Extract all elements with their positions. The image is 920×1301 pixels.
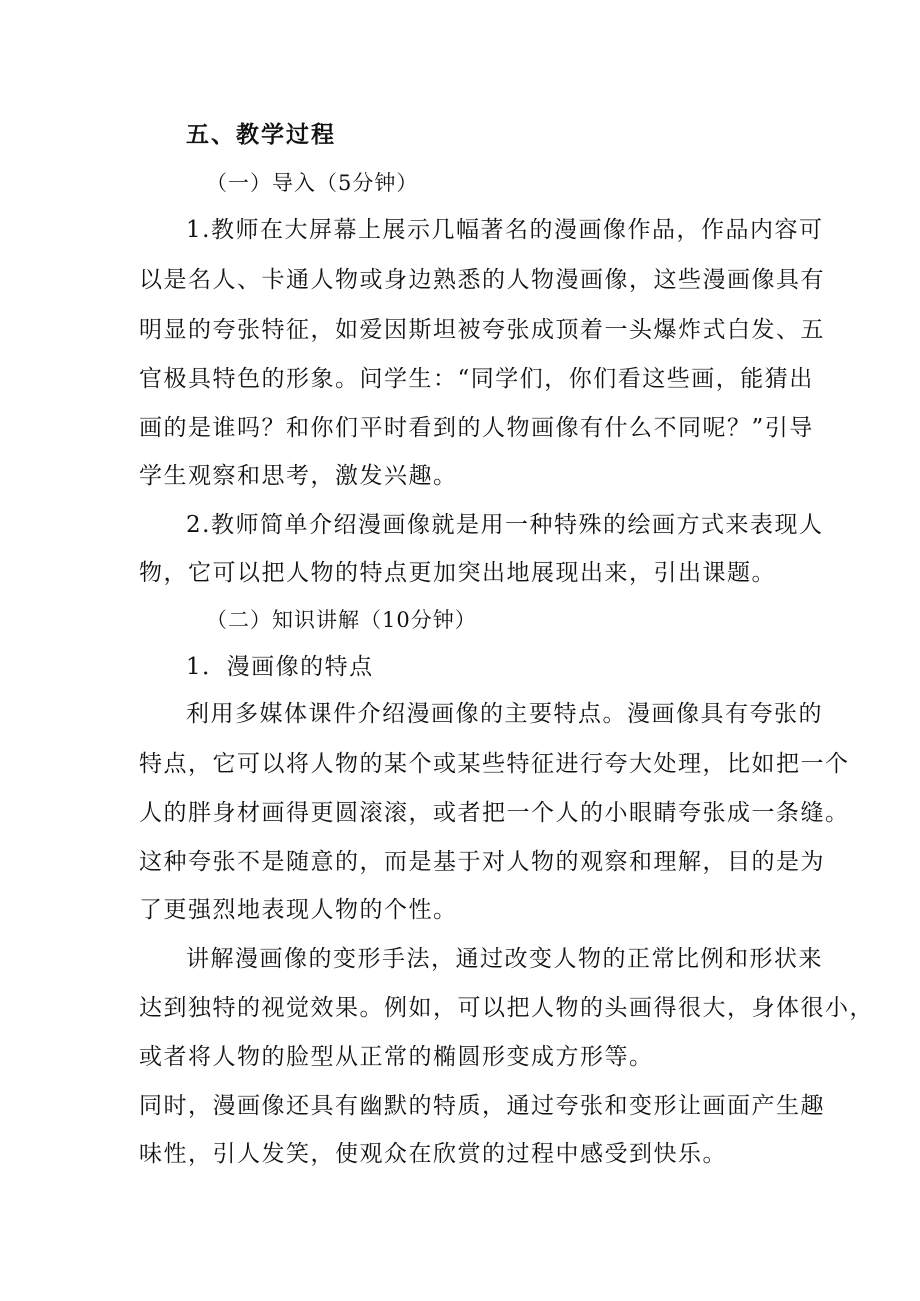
part2-sub1: 1．漫画像的特点 — [186, 654, 374, 680]
part1-p1-line6: 学生观察和思考，激发兴趣。 — [139, 463, 458, 489]
part1-p1-line3: 明显的夸张特征，如爱因斯坦被夸张成顶着一头爆炸式白发、五 — [139, 317, 825, 343]
part2-p1-line5: 了更强烈地表现人物的个性。 — [139, 897, 458, 923]
part2-p1-line3: 人的胖身材画得更圆滚滚，或者把一个人的小眼睛夸张成一条缝。 — [139, 800, 850, 826]
part2-p1-line2: 特点，它可以将人物的某个或某些特征进行夸大处理，比如把一个 — [139, 751, 850, 777]
part2-p1-line4: 这种夸张不是随意的，而是基于对人物的观察和理解，目的是为 — [139, 849, 825, 875]
part1-p1-line4: 官极具特色的形象。问学生：“同学们，你们看这些画，能猜出 — [139, 366, 814, 392]
part2-heading: （二）知识讲解（10分钟） — [206, 608, 477, 632]
part2-p2-line1: 讲解漫画像的变形手法，通过改变人物的正常比例和形状来 — [186, 946, 823, 972]
part2-p3-line1: 同时，漫画像还具有幽默的特质，通过夸张和变形让画面产生趣 — [139, 1093, 825, 1119]
part2-p3-line2: 味性，引人发笑，使观众在欣赏的过程中感受到快乐。 — [139, 1141, 727, 1167]
part1-p2-line2: 物，它可以把人物的特点更加突出地展现出来，引出课题。 — [139, 560, 776, 586]
part1-p2-line1: 2.教师简单介绍漫画像就是用一种特殊的绘画方式来表现人 — [186, 512, 824, 538]
part1-p1-line1: 1.教师在大屏幕上展示几幅著名的漫画像作品，作品内容可 — [186, 217, 824, 243]
part1-p1-line5: 画的是谁吗？和你们平时看到的人物画像有什么不同呢？”引导 — [139, 415, 814, 441]
part2-p1-line1: 利用多媒体课件介绍漫画像的主要特点。漫画像具有夸张的 — [186, 701, 823, 727]
part1-heading: （一）导入（5分钟） — [206, 171, 419, 195]
part2-p2-line2: 达到独特的视觉效果。例如，可以把人物的头画得很大，身体很小， — [139, 995, 874, 1021]
part2-p2-line3: 或者将人物的脸型从正常的椭圆形变成方形等。 — [139, 1044, 654, 1070]
part1-p1-line2: 以是名人、卡通人物或身边熟悉的人物漫画像，这些漫画像具有 — [139, 267, 825, 293]
section-title: 五、教学过程 — [186, 122, 336, 148]
